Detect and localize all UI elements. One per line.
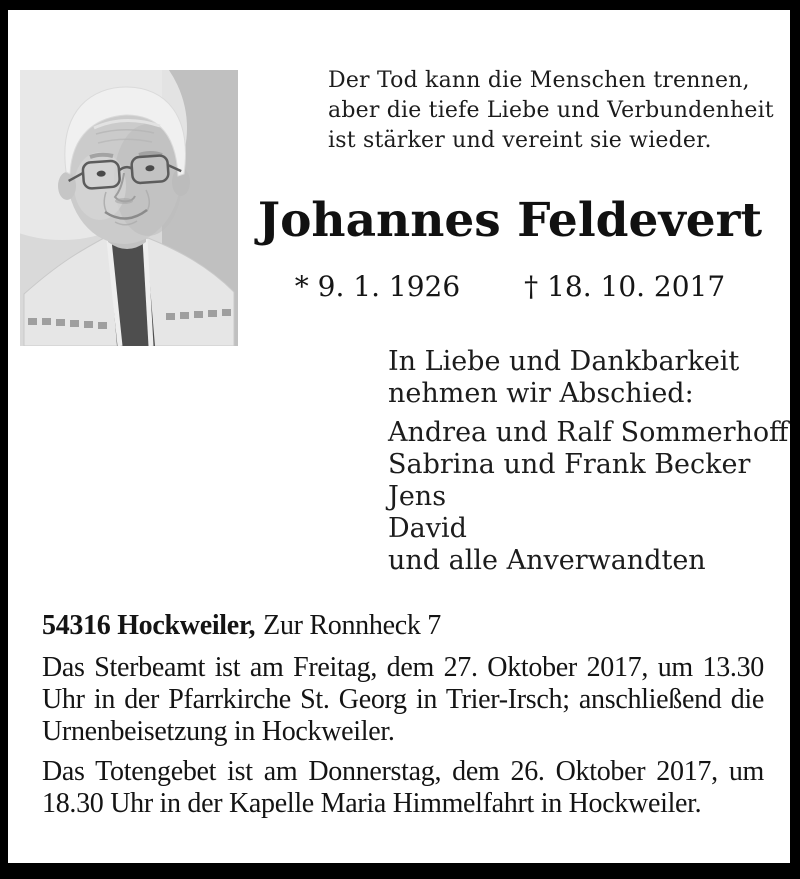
mourner-line: Jens <box>388 481 447 512</box>
deceased-name: Johannes Feldevert <box>257 193 763 248</box>
farewell-intro-line: In Liebe und Dankbarkeit <box>388 346 740 377</box>
farewell-section <box>388 346 788 577</box>
address-line <box>42 610 762 642</box>
life-dates <box>240 270 780 304</box>
birth-date: * 9. 1. 1926 <box>294 270 461 303</box>
epigraph-line: aber die tiefe Liebe und Verbundenheit <box>328 98 774 123</box>
farewell-intro <box>388 346 788 410</box>
prayer-announcement: Das Totengebet ist am Donnerstag, dem 26. Oktober 2017, um 18.30 Uhr in der Kapelle Maria Himmelfahrt in Hockweiler. <box>42 756 764 819</box>
epigraph <box>328 66 774 156</box>
obituary-paper <box>8 10 790 863</box>
portrait-photo <box>20 70 238 346</box>
address-street: Zur Ronnheck 7 <box>263 610 441 641</box>
mourner-line: Andrea und Ralf Sommerhoff <box>388 417 789 448</box>
death-date: † 18. 10. 2017 <box>524 270 726 303</box>
funeral-announcement: Das Sterbeamt ist am Freitag, dem 27. Oktober 2017, um 13.30 Uhr in der Pfarrkirche St. Georg in Trier-Irsch; anschließend die Urnenbeisetzung in Hockweiler. <box>42 652 764 747</box>
farewell-intro-line: nehmen wir Abschied: <box>388 378 694 409</box>
mourner-line: David <box>388 513 467 544</box>
address-postal-city: 54316 Hockweiler, <box>42 610 256 641</box>
epigraph-line: ist stärker und vereint sie wieder. <box>328 128 712 153</box>
mourners-list <box>388 417 788 577</box>
mourner-line: und alle Anverwandten <box>388 545 706 576</box>
epigraph-line: Der Tod kann die Menschen trennen, <box>328 68 750 93</box>
mourner-line: Sabrina und Frank Becker <box>388 449 751 480</box>
